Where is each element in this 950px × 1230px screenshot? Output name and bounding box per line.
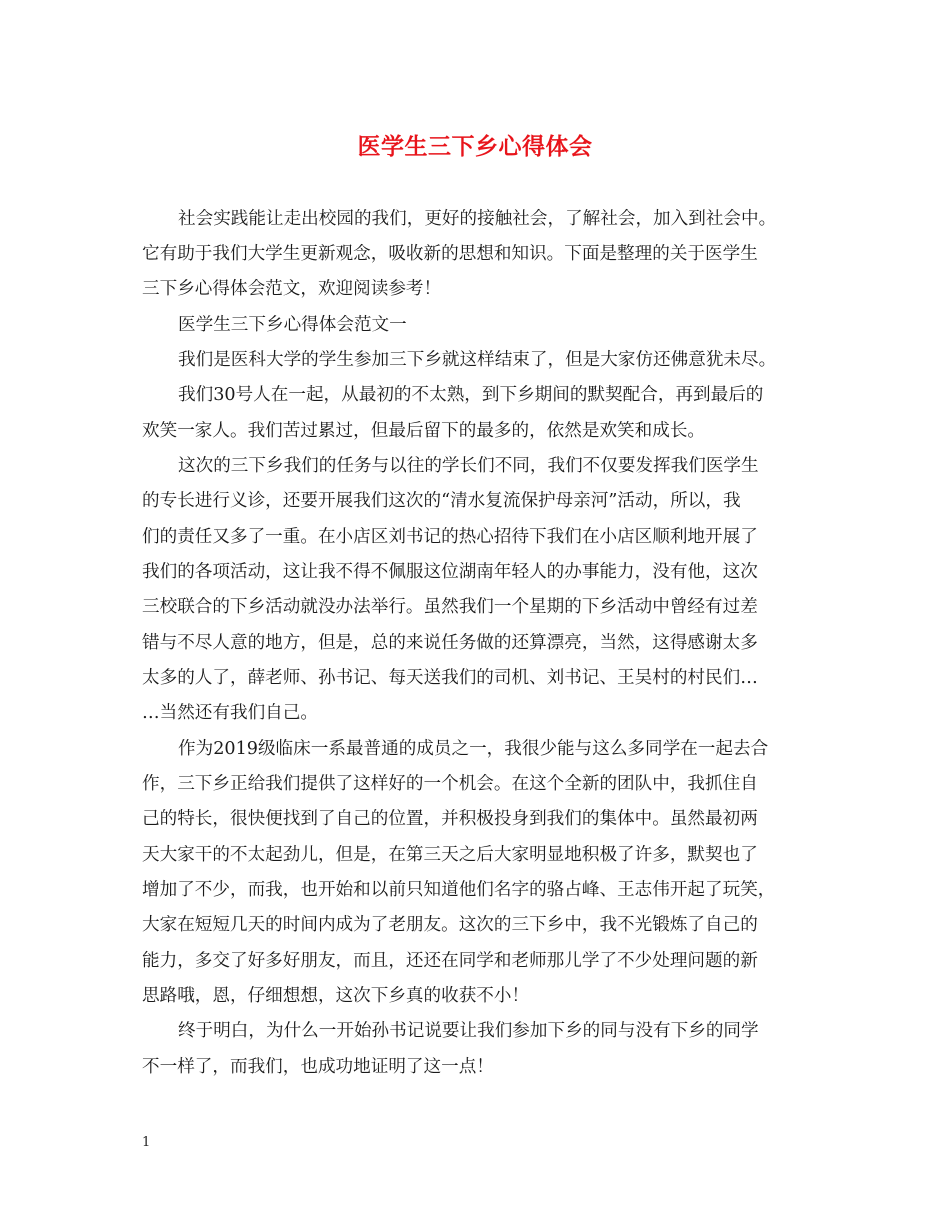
body-line: 这次的三下乡我们的任务与以往的学长们不同，我们不仅要发挥我们医学生	[178, 456, 759, 476]
body-line: 错与不尽人意的地方，但是，总的来说任务做的还算漂亮，当然，这得感谢太多	[142, 633, 758, 653]
body-line: 己的特长，很快便找到了自己的位置，并积极投身到我们的集体中。虽然最初两	[142, 809, 758, 829]
body-line: 太多的人了，薛老师、孙书记、每天送我们的司机、刘书记、王吴村的村民们…	[142, 668, 758, 688]
body-line: 作为2019级临床一系最普通的成员之一，我很少能与这么多同学在一起去合	[178, 739, 769, 759]
body-line: 它有助于我们大学生更新观念，吸收新的思想和知识。下面是整理的关于医学生	[142, 244, 758, 264]
body-line: 三下乡心得体会范文，欢迎阅读参考！	[142, 279, 442, 299]
body-line: 思路哦，恩，仔细想想，这次下乡真的收获不小！	[142, 986, 530, 1006]
body-line: 终于明白，为什么一开始孙书记说要让我们参加下乡的同与没有下乡的同学	[178, 1021, 759, 1041]
body-line: 社会实践能让走出校园的我们，更好的接触社会，了解社会，加入到社会中。	[178, 209, 777, 229]
body-line: 们的责任又多了一重。在小店区刘书记的热心招待下我们在小店区顺利地开展了	[142, 527, 758, 547]
body-line: …当然还有我们自己。	[142, 703, 318, 723]
body-line: 天大家干的不太起劲儿，但是，在第三天之后大家明显地积极了许多，默契也了	[142, 845, 758, 865]
body-line: 我们是医科大学的学生参加三下乡就这样结束了，但是大家仿还佛意犹未尽。	[178, 350, 777, 370]
section-heading: 医学生三下乡心得体会范文一	[178, 315, 407, 335]
body-line: 我们的各项活动，这让我不得不佩服这位湖南年轻人的办事能力，没有他，这次	[142, 562, 758, 582]
body-line: 能力，多交了好多好朋友，而且，还还在同学和老师那儿学了不少处理问题的新	[142, 951, 758, 971]
body-line: 作，三下乡正给我们提供了这样好的一个机会。在这个全新的团队中，我抓住自	[142, 774, 758, 794]
body-line: 大家在短短几天的时间内成为了老朋友。这次的三下乡中，我不光锻炼了自己的	[142, 915, 758, 935]
body-line: 欢笑一家人。我们苦过累过，但最后留下的最多的，依然是欢笑和成长。	[142, 421, 706, 441]
body-line: 增加了不少，而我，也开始和以前只知道他们名字的骆占峰、王志伟开起了玩笑，	[142, 880, 776, 900]
page-number: 1	[142, 1135, 151, 1150]
body-line: 我们30号人在一起，从最初的不太熟，到下乡期间的默契配合，再到最后的	[178, 385, 764, 405]
body-line: 三校联合的下乡活动就没办法举行。虽然我们一个星期的下乡活动中曾经有过差	[142, 597, 758, 617]
document-title: 医学生三下乡心得体会	[357, 133, 593, 160]
body-line: 的专长进行义诊，还要开展我们这次的“清水复流保护母亲河”活动，所以，我	[142, 491, 741, 511]
body-line: 不一样了，而我们，也成功地证明了这一点！	[142, 1057, 494, 1077]
